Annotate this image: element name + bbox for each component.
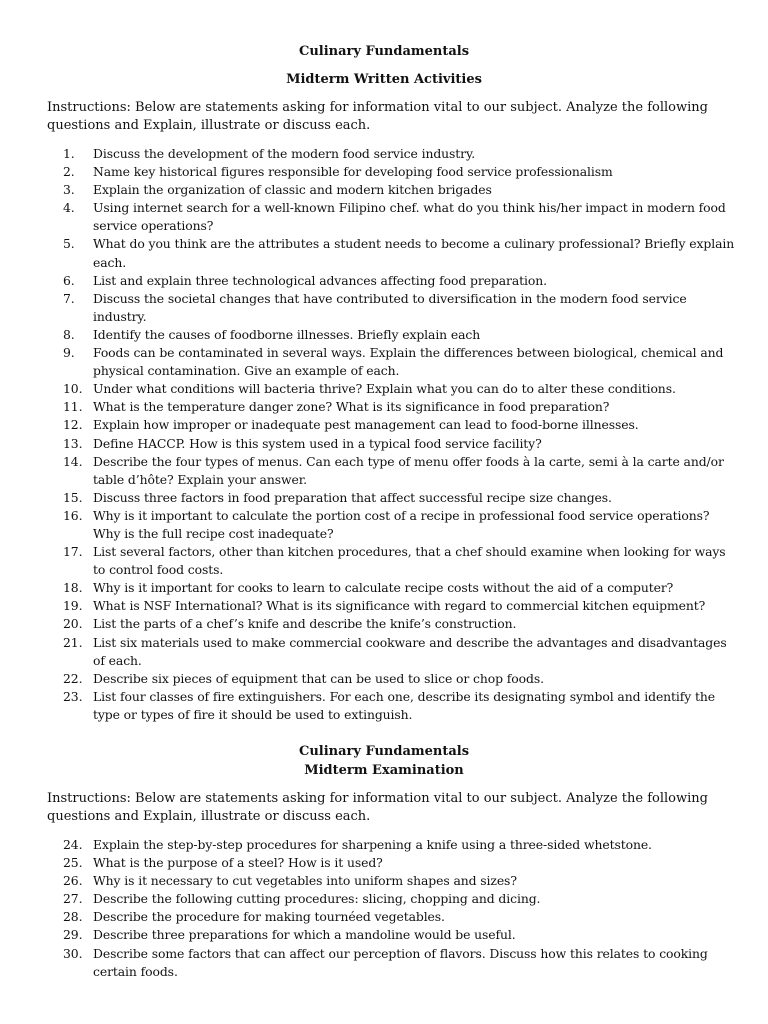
question-number-cell [47, 597, 93, 615]
question-item [47, 615, 737, 633]
section2-question-list [47, 836, 737, 981]
question-item [47, 890, 737, 908]
question-item [47, 489, 737, 507]
question-item [47, 380, 737, 398]
question-number-cell [47, 344, 93, 380]
question-number: 2. [63, 164, 75, 180]
question-text: What do you think are the attributes a student needs to become a culinary professional? Briefly explain each. [93, 236, 735, 270]
question-number-cell [47, 688, 93, 724]
question-item [47, 235, 737, 271]
question-number-cell [47, 199, 93, 235]
question-number: 26. [63, 873, 83, 889]
question-item [47, 453, 737, 489]
question-text: List and explain three technological advances affecting food preparation. [93, 272, 547, 288]
section2-subtitle: Midterm Examination [304, 763, 464, 778]
question-text: Discuss the development of the modern food service industry. [93, 146, 476, 161]
question-number-cell [47, 181, 93, 199]
question-item [47, 543, 737, 579]
question-item [47, 290, 737, 326]
question-number: 16. [63, 507, 83, 523]
question-number-cell [47, 398, 93, 416]
question-text: Discuss three factors in food preparation that affect successful recipe size changes. [93, 489, 612, 505]
question-number: 14. [63, 453, 83, 469]
question-number: 22. [63, 670, 83, 686]
question-text: Why is it necessary to cut vegetables into uniform shapes and sizes? [93, 873, 517, 889]
question-number-cell [47, 145, 93, 163]
question-number-cell [47, 872, 93, 890]
question-item [47, 688, 737, 724]
section2-instructions: Instructions: Below are statements asking for information vital to our subject. Analyze the following questions and Explain, illustrate or discuss each. [47, 791, 708, 824]
question-item [47, 634, 737, 670]
question-number-cell [47, 435, 93, 453]
question-number: 8. [63, 326, 75, 342]
question-number-cell [47, 326, 93, 344]
question-text: Describe six pieces of equipment that can be used to slice or chop foods. [93, 670, 544, 686]
question-number: 12. [63, 417, 83, 433]
question-text: Discuss the societal changes that have contributed to diversification in the modern food service industry. [93, 290, 687, 324]
question-number: 6. [63, 272, 75, 288]
question-text: List six materials used to make commercial cookware and describe the advantages and disadvantages of each. [93, 634, 727, 668]
question-number-cell [47, 615, 93, 633]
question-number: 30. [63, 945, 83, 961]
question-number: 15. [63, 489, 83, 505]
question-text: List the parts of a chef’s knife and describe the knife’s construction. [93, 616, 517, 632]
question-item [47, 836, 737, 854]
question-item [47, 597, 737, 615]
question-text: List several factors, other than kitchen procedures, that a chef should examine when looking for ways to control food costs. [93, 544, 726, 578]
question-number: 24. [63, 837, 83, 852]
question-number-cell [47, 836, 93, 854]
question-item [47, 181, 737, 199]
question-text: Why is it important for cooks to learn to calculate recipe costs without the aid of a computer? [93, 580, 674, 596]
question-number-cell [47, 543, 93, 579]
question-number: 21. [63, 634, 83, 650]
section1-question-list [47, 145, 737, 724]
question-number: 25. [63, 855, 83, 871]
question-text: What is NSF International? What is its significance with regard to commercial kitchen equipment? [93, 598, 706, 614]
question-number-cell [47, 489, 93, 507]
question-number-cell [47, 890, 93, 908]
question-text: Define HACCP. How is this system used in a typical food service facility? [93, 435, 542, 451]
question-text: Why is it important to calculate the portion cost of a recipe in professional food service operations? Why is the full recipe cost inadequate? [93, 507, 710, 541]
question-item [47, 416, 737, 434]
question-text: Explain the organization of classic and modern kitchen brigades [93, 182, 492, 198]
question-item [47, 507, 737, 543]
question-text: Explain how improper or inadequate pest management can lead to food-borne illnesses. [93, 417, 639, 433]
question-number: 3. [63, 182, 75, 198]
question-text: What is the purpose of a steel? How is it used? [93, 855, 383, 871]
question-number-cell [47, 163, 93, 181]
question-item [47, 199, 737, 235]
question-number: 5. [63, 236, 75, 252]
question-number: 20. [63, 616, 83, 632]
question-number-cell [47, 290, 93, 326]
question-number: 17. [63, 544, 83, 560]
question-text: What is the temperature danger zone? What is its significance in food preparation? [93, 399, 610, 415]
question-item [47, 398, 737, 416]
question-number: 7. [63, 290, 75, 306]
question-number: 4. [63, 200, 75, 216]
question-number: 29. [63, 927, 83, 943]
question-text: Describe the procedure for making tournéed vegetables. [93, 909, 445, 925]
question-item [47, 670, 737, 688]
question-text: List four classes of fire extinguishers. For each one, describe its designating symbol and identify the type or types of fire it should be used to extinguish. [93, 688, 716, 722]
question-number-cell [47, 272, 93, 290]
question-text: Using internet search for a well-known Filipino chef. what do you think his/her impact in modern food service operations? [93, 200, 726, 234]
question-number-cell [47, 380, 93, 398]
question-number-cell [47, 235, 93, 271]
question-text: Under what conditions will bacteria thrive? Explain what you can do to alter these conditions. [93, 381, 676, 397]
question-item [47, 908, 737, 926]
question-number-cell [47, 634, 93, 670]
question-item [47, 579, 737, 597]
question-number: 28. [63, 909, 83, 925]
question-number: 1. [63, 146, 75, 161]
question-text: Describe the four types of menus. Can each type of menu offer foods à la carte, semi à la carte and/or table d’hôte? Explain your answer. [93, 453, 724, 487]
question-item [47, 945, 737, 981]
question-number: 18. [63, 580, 83, 596]
question-text: Identify the causes of foodborne illnesses. Briefly explain each [93, 326, 481, 342]
question-number: 13. [63, 435, 83, 451]
question-item [47, 344, 737, 380]
question-item [47, 145, 737, 163]
question-number: 27. [63, 891, 83, 907]
question-item [47, 272, 737, 290]
question-number-cell [47, 926, 93, 944]
question-number-cell [47, 670, 93, 688]
question-text: Name key historical figures responsible for developing food service professionalism [93, 164, 613, 180]
section1-title: Culinary Fundamentals [298, 44, 470, 59]
question-text: Describe the following cutting procedures: slicing, chopping and dicing. [93, 891, 541, 907]
question-item [47, 163, 737, 181]
question-item [47, 926, 737, 944]
section1-subtitle: Midterm Written Activities [286, 72, 482, 87]
question-number: 23. [63, 688, 83, 704]
question-number-cell [47, 908, 93, 926]
question-number-cell [47, 945, 93, 981]
question-number-cell [47, 854, 93, 872]
question-text: Describe some factors that can affect our perception of flavors. Discuss how this relates to cooking certain foods. [93, 945, 708, 979]
question-number: 19. [63, 598, 83, 614]
question-text: Foods can be contaminated in several ways. Explain the differences between biological, chemical and physical contamination. Give an example of each. [93, 345, 724, 379]
question-number-cell [47, 453, 93, 489]
question-text: Describe three preparations for which a mandoline would be useful. [93, 927, 516, 943]
question-item [47, 435, 737, 453]
question-number: 11. [63, 399, 83, 415]
question-item [47, 872, 737, 890]
question-number-cell [47, 507, 93, 543]
question-number: 9. [63, 345, 75, 361]
section2-title: Culinary Fundamentals [298, 744, 470, 759]
question-number-cell [47, 416, 93, 434]
section1-instructions: Instructions: Below are statements asking for information vital to our subject. Analyze the following questions and Explain, illustrate or discuss each. [47, 100, 708, 133]
question-number: 10. [63, 381, 83, 397]
question-number-cell [47, 579, 93, 597]
question-item [47, 854, 737, 872]
question-text: Explain the step-by-step procedures for sharpening a knife using a three-sided whetstone. [93, 837, 652, 852]
question-item [47, 326, 737, 344]
